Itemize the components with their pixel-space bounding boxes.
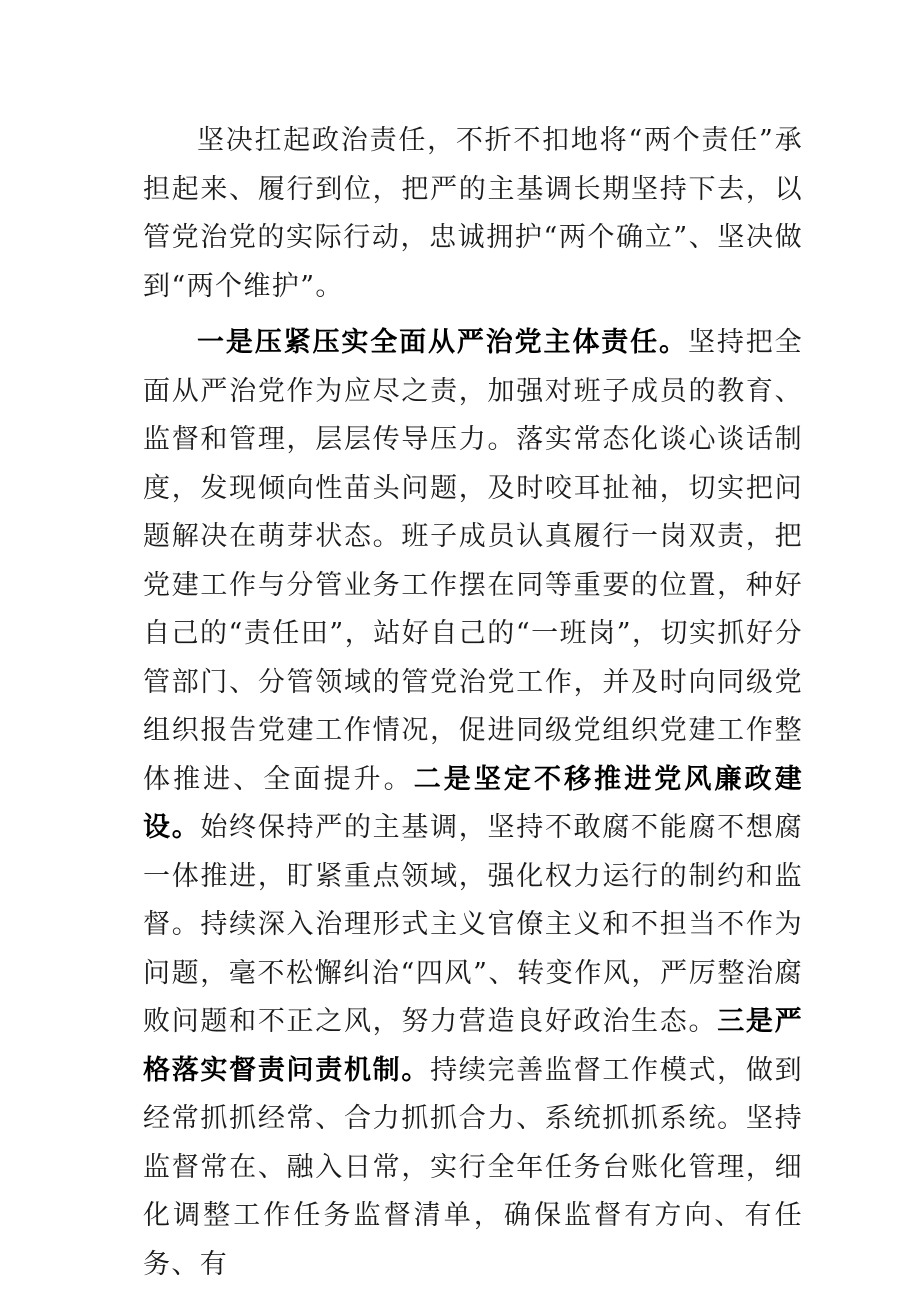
heading-three-inline: 三是严格落实督责问责机制。: [143, 1006, 804, 1086]
heading-two-inline: 二是坚定不移推进党风廉政建设。: [143, 763, 803, 843]
paragraph-text: 坚持把全面从严治党作为应尽之责，加强对班子成员的教育、监督和管理，层层传导压力。落实常态化谈心谈话制度，发现倾向性苗头问题，及时咬耳扯袖，切实把问题解决在萌芽状态。班子成员认真履行一岗双责，把党建工作与分管业务工作摆在同等重要的位置，种好自己的“责任田”，站好自己的“一班岗”，切实抓好分管部门、分管领域的管党治党工作，并及时向同级党组织报告党建工作情况，促进同级党组织党建工作整体推进、全面提升。: [143, 327, 803, 795]
paragraph-measures: [143, 319, 803, 1289]
paragraph-intro: [143, 117, 803, 311]
heading-one-inline: 一是压紧压实全面从严治党主体责任。: [197, 327, 688, 358]
paragraph-text: 坚决扛起政治责任，不折不扣地将“两个责任”承担起来、履行到位，把严的主基调长期坚持下去，以管党治党的实际行动，忠诚拥护“两个确立”、坚决做到“两个维护”。: [143, 125, 803, 302]
paragraph-text: 持续完善监督工作模式，做到经常抓抓经常、合力抓抓合力、系统抓抓系统。坚持监督常在、融入日常，实行全年任务台账化管理，细化调整工作任务监督清单，确保监督有方向、有任务、有: [143, 1054, 804, 1280]
paragraph-text: 始终保持严的主基调，坚持不敢腐不能腐不想腐一体推进，盯紧重点领域，强化权力运行的制约和监督。持续深入治理形式主义官僚主义和不担当不作为问题，毫不松懈纠治“四风”、转变作风，严厉整治腐败问题和不正之风，努力营造良好政治生态。: [143, 812, 803, 1037]
